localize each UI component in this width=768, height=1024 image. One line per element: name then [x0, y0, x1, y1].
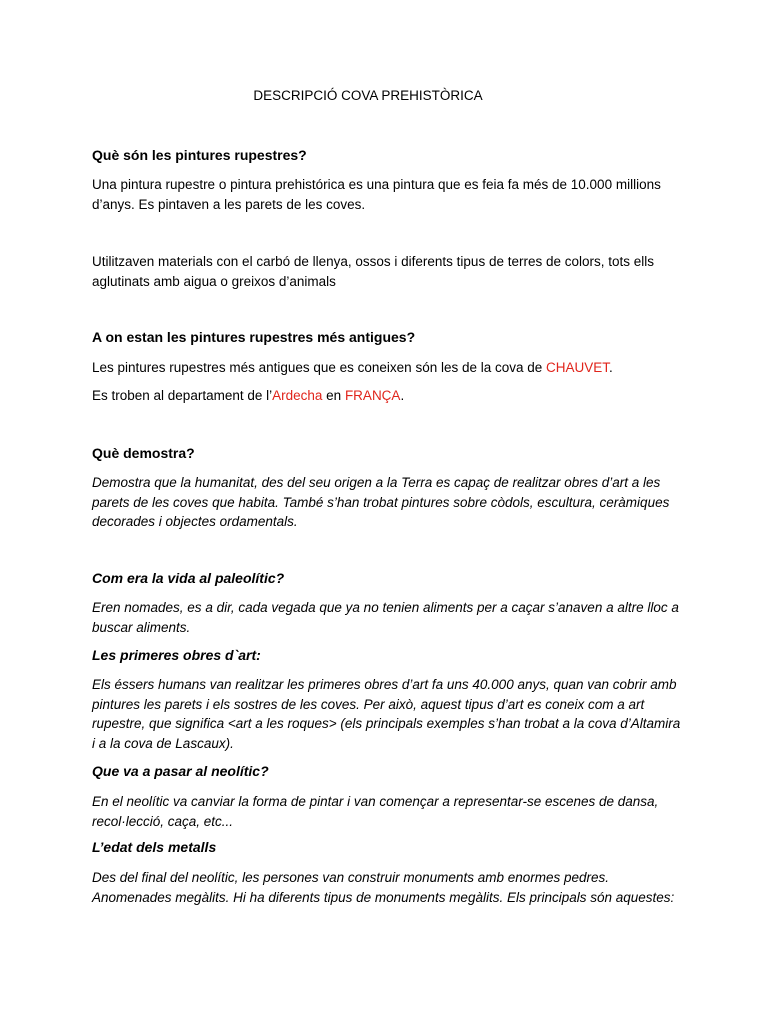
highlight-franca: FRANÇA — [344, 388, 401, 403]
heading-what-shows: Què demostra? — [92, 445, 195, 461]
highlight-chauvet: CHAUVET — [546, 360, 610, 375]
paragraph-chauvet — [92, 358, 682, 378]
text: Les pintures rupestres més antigues que es coneixen són les de la cova de — [92, 360, 547, 375]
heading-paleolithic-life: Com era la vida al paleolític? — [92, 570, 285, 586]
paragraph-location — [92, 386, 682, 406]
heading-first-art: Les primeres obres d`art: — [92, 647, 261, 663]
heading-what-are-cave-paintings: Què són les pintures rupestres? — [92, 147, 307, 163]
heading-metal-age: L’edat dels metalls — [92, 839, 217, 855]
text: . — [609, 360, 613, 375]
heading-neolithic: Que va a pasar al neolític? — [92, 763, 269, 779]
paragraph-nomads: Eren nomades, es a dir, cada vegada que ya no tenien aliments per a caçar s’anaven a altre lloc a buscar aliments. — [92, 600, 679, 635]
text: Es troben al departament de l’ — [92, 388, 273, 403]
highlight-ardecha: Ardecha — [272, 388, 323, 403]
paragraph-materials: Utilitzaven materials con el carbó de llenya, ossos i diferents tipus de terres de colors, tots ells aglutinats amb aigua o greixos d’animals — [92, 254, 655, 289]
paragraph-first-art: Els éssers humans van realitzar les primeres obres d’art fa uns 40.000 anys, quan van cobrir amb pintures les parets i els sostres de les coves. Per això, aquest tipus d’art es coneix com a art rupestre, que significa <art a les roques> (els principals exemples s’han trobat a la cova d’Altamira i a la cova de Lascaux). — [92, 677, 681, 751]
document-title: DESCRIPCIÓ COVA PREHISTÒRICA — [253, 88, 483, 103]
paragraph-neolithic: En el neolític va canviar la forma de pintar i van començar a representar-se escenes de dansa, recol·lecció, caça, etc... — [92, 794, 659, 829]
heading-oldest-paintings: A on estan les pintures rupestres més antigues? — [92, 329, 416, 345]
text: . — [400, 388, 405, 403]
paragraph-demonstration: Demostra que la humanitat, des del seu origen a la Terra es capaç de realitzar obres d’art a les parets de les coves que habita. També s’han trobat pintures sobre còdols, escultura, ceràmiques decorades i objectes ordamentals. — [92, 475, 670, 529]
paragraph-megaliths: Des del final del neolític, les persones van construir monuments amb enormes pedres. Anomenades megàlits. Hi ha diferents tipus de monuments megàlits. Els principals són aquestes: — [92, 870, 675, 905]
paragraph-definition: Una pintura rupestre o pintura prehistórica es una pintura que es feia fa més de 10.000 millions d’anys. Es pintaven a les parets de les coves. — [92, 177, 661, 212]
text: en — [322, 388, 345, 403]
